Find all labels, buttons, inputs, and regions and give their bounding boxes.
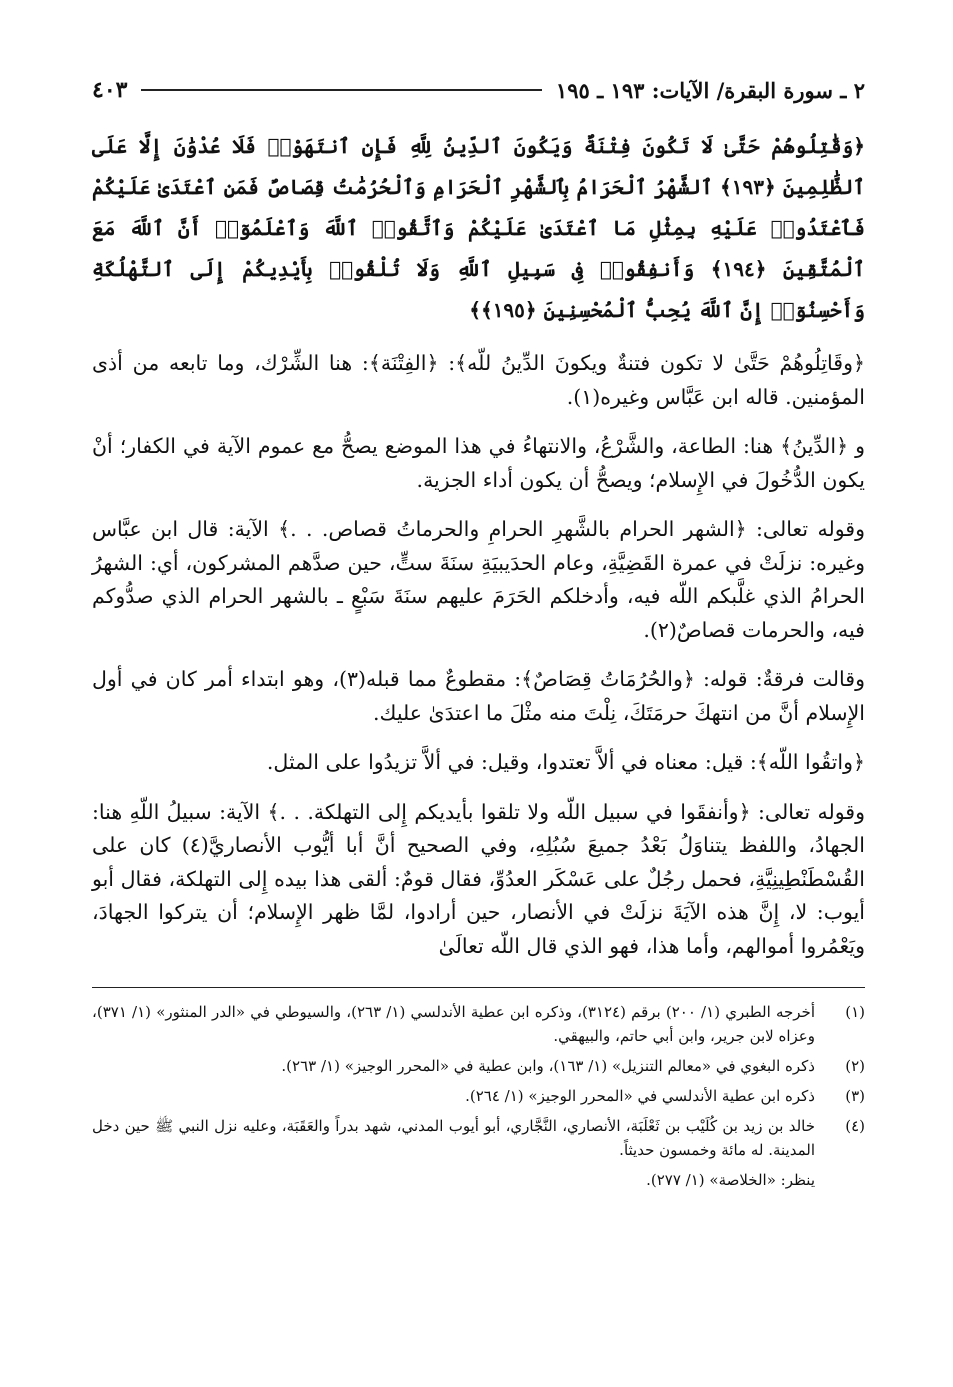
page-number: ٤٠٣ xyxy=(92,77,128,103)
footnote xyxy=(92,1168,865,1192)
footnote-number: (١) xyxy=(845,1003,865,1021)
footnote-text: خالد بن زيد بن كُلَيْب بن ثَعْلَبَة، الأنصاري، النَّجَّاري، أبو أيوب المدني، شهد بدراً والعَقَبَة، وعليه نزل النبي ﷺ حين دخل المدينة. له مائة وخمسون حديثاً. xyxy=(92,1117,815,1159)
commentary-paragraph: وقوله تعالى: ﴿الشهر الحرام بالشَّهرِ الحرامِ والحرماتُ قصاص. . .﴾ الآية: قال ابن عبَّاس وغيره: نزلَتْ في عمرة القَضِيَّةِ، وعام الحدَيبيَةِ سنَةَ ستٍّ، حين صدَّهم المشركون، أي: الشهرُ الحرامُ الذي غلَّبكم اللّه فيه، وأدخلكم الحَرَمَ عليهم سنَةَ سَبْعٍ ـ بالشهر الحرام الذي صدُّوكم فيه، والحرمات قصاصٌ(٢). xyxy=(92,517,865,642)
footnote-text: ينظر: «الخلاصة» (١/ ٢٧٧). xyxy=(646,1171,815,1189)
footnote-number: (٤) xyxy=(845,1117,865,1135)
footnote xyxy=(92,1114,865,1162)
commentary-paragraph: ﴿وقَاتِلُوهُمْ حَتَّىٰ لا تكون فتنةٌ ويكونَ الدِّينُ للّه﴾: ﴿الفِتْنَة﴾: هنا الشِّرْك، وما تابعه من أذى المؤمنين. قاله ابن عَبَّاس وغيره(١). xyxy=(92,351,865,409)
header-rule xyxy=(141,89,541,91)
commentary-paragraph: وقوله تعالى: ﴿وأنفقَوا في سبيل اللّه ولا تلقوا بأيديكم إِلى التهلكة. . .﴾ الآية: سبيلُ اللّهِ هنا: الجهادُ، واللفظ يتناوَلُ بَعْدُ جميعَ سُبُلِهِ، وفي الصحيح أنَّ أبا أيُّوب الأنصاريَّ(٤) كان على القُسْطَنْطِينِيَّةِ، فحمل رجُلٌ على عَسْكَر العدُوِّ، فقال قومٌ: ألقى هذا بيده إِلى التهلكة، فقال أبو أيوب: لا، إِنَّ هذه الآيَةَ نزلَتْ في الأنصار، حين أرادوا، لمَّا ظهر الإِسلام؛ أن يتركوا الجهادَ، ويَعْمُروا أموالهم، وأما هذا، فهو الذي قال اللّه تعالَىٰ xyxy=(92,799,865,958)
footnote-number: (٢) xyxy=(845,1057,865,1075)
commentary-paragraph: وقالت فرقةٌ: قوله: ﴿والحُرُمَاتُ قِصَاصٌ﴾: مقطوعٌ مما قبله(٣)، وهو ابتداء أمر كان في أول الإِسلام أنَّ من انتهكَ حرمَتَكَ، نِلْتَ منه مثْلَ ما اعتدَىٰ عليك. xyxy=(92,667,865,725)
footnote xyxy=(92,1054,865,1078)
footnote-text: أخرجه الطبري (١/ ٢٠٠) برقم (٣١٢٤)، وذكره ابن عطية الأندلسي (١/ ٢٦٣)، والسيوطي في «الدر المنثور» (١/ ٣٧١)، وعزاه لابن جرير، وابن أبي حاتم، والبيهقي. xyxy=(92,1003,815,1045)
footnote-number: (٣) xyxy=(845,1087,865,1105)
footnote-text: ذكره ابن عطية الأندلسي في «المحرر الوجيز» (١/ ٢٦٤). xyxy=(465,1087,815,1105)
running-title: ٢ ـ سورة البقرة/ الآيات: ١٩٣ ـ ١٩٥ xyxy=(555,77,865,103)
footnotes xyxy=(92,1000,865,1192)
commentary-paragraph: ﴿واتقُوا اللّه﴾: قيل: معناه في ألاَّ تعتدوا، وقيل: في ألاَّ تزيدُوا على المثل. xyxy=(266,750,865,774)
footnote-text: ذكره البغوي في «معالم التنزيل» (١/ ١٦٣)، وابن عطية في «المحرر الوجيز» (١/ ٢٦٣). xyxy=(281,1057,815,1075)
footnote xyxy=(92,1084,865,1108)
footnote xyxy=(92,1000,865,1048)
commentary-paragraph: و ﴿الدِّينُ﴾ هنا: الطاعة، والشَّرْعُ، والانتهاءُ في هذا الموضع يصحُّ مع عموم الآية في الكفار؛ أنْ يكون الدُّخُولَ في الإِسلام؛ ويصحُّ أن يكون أداء الجزية. xyxy=(92,434,865,492)
footnote-divider xyxy=(92,987,865,988)
page-header xyxy=(92,70,865,110)
footnote-number xyxy=(815,1168,865,1192)
quran-verse: ﴿وَقَٰتِلُوهُمْ حَتَّىٰ لَا تَكُونَ فِتْنَةٌ وَيَكُونَ ٱلدِّينُ لِلَّهِ فَإِنِ ٱنتَهَوْا۟ فَلَا عُدْوَٰنَ إِلَّا عَلَى ٱلظَّٰلِمِينَ ﴿١٩٣﴾ ٱلشَّهْرُ ٱلْحَرَامُ بِٱلشَّهْرِ ٱلْحَرَامِ وَٱلْحُرُمَٰتُ قِصَاصٌ فَمَنِ ٱعْتَدَىٰ عَلَيْكُمْ فَٱعْتَدُوا۟ عَلَيْهِ بِمِثْلِ مَا ٱعْتَدَىٰ عَلَيْكُمْ وَٱتَّقُوا۟ ٱللَّهَ وَٱعْلَمُوٓا۟ أَنَّ ٱللَّهَ مَعَ ٱلْمُتَّقِينَ ﴿١٩٤﴾ وَأَنفِقُوا۟ فِى سَبِيلِ ٱللَّهِ وَلَا تُلْقُوا۟ بِأَيْدِيكُمْ إِلَى ٱلتَّهْلُكَةِ وَأَحْسِنُوٓا۟ إِنَّ ٱللَّهَ يُحِبُّ ٱلْمُحْسِنِينَ ﴿١٩٥﴾﴾ xyxy=(92,134,865,322)
